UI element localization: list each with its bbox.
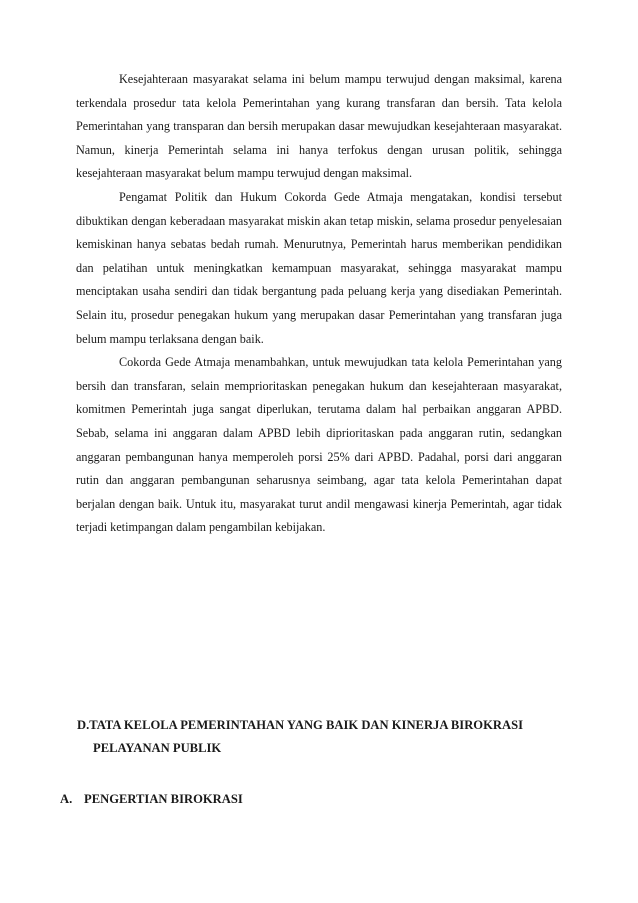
subsection-title: PENGERTIAN BIROKRASI <box>84 792 243 806</box>
section-heading: D.TATA KELOLA PEMERINTAHAN YANG BAIK DAN KINERJA BIROKRASI PELAYANAN PUBLIK <box>77 718 523 755</box>
subsection-letter: A. <box>60 792 73 806</box>
paragraph-pengamat: Pengamat Politik dan Hukum Cokorda Gede Atmaja mengatakan, kondisi tersebut dibuktikan dengan keberadaan masyarakat miskin akan tetap miskin, selama prosedur penyelesaian kemiskinan hanya sebatas bedah rumah. Menurutnya, Pemerintah harus memberikan pendidikan dan pelatihan untuk meningkatkan kemampuan masyarakat, sehingga masyarakat mampu menciptakan usaha sendiri dan tidak bergantung pada peluang kerja yang disediakan Pemerintah. Selain itu, prosedur penegakan hukum yang merupakan dasar Pemerintahan yang transfaran juga belum mampu terlaksana dengan baik. <box>76 189 562 346</box>
body-text <box>76 68 562 540</box>
paragraph-cokorda: Cokorda Gede Atmaja menambahkan, untuk mewujudkan tata kelola Pemerintahan yang bersih dan transfaran, selain memprioritaskan penegakan hukum dan kesejahteraan masyarakat, komitmen Pemerintah juga sangat diperlukan, terutama dalam hal perbaikan anggaran APBD. Sebab, selama ini anggaran dalam APBD lebih diprioritaskan pada anggaran rutin, sedangkan anggaran pembangunan hanya memperoleh porsi 25% dari APBD. Padahal, porsi dari anggaran rutin dan anggaran pembangunan seharusnya seimbang, agar tata kelola Pemerintahan dapat berjalan dengan baik. Untuk itu, masyarakat turut andil mengawasi kinerja Pemerintah, agar tidak terjadi ketimpangan dalam pengambilan kebijakan. <box>76 355 562 535</box>
paragraph-kesejahteraan: Kesejahteraan masyarakat selama ini belum mampu terwujud dengan maksimal, karena terkendala prosedur tata kelola Pemerintahan yang kurang transfaran dan bersih. Tata kelola Pemerintahan yang transparan dan bersih merupakan dasar mewujudkan kesejahteraan masyarakat. Namun, kinerja Pemerintah selama ini hanya terfokus dengan urusan politik, sehingga kesejahteraan masyarakat belum mampu terwujud dengan maksimal. <box>76 72 562 181</box>
subsection-heading <box>60 789 243 809</box>
section-heading-block <box>77 714 557 760</box>
